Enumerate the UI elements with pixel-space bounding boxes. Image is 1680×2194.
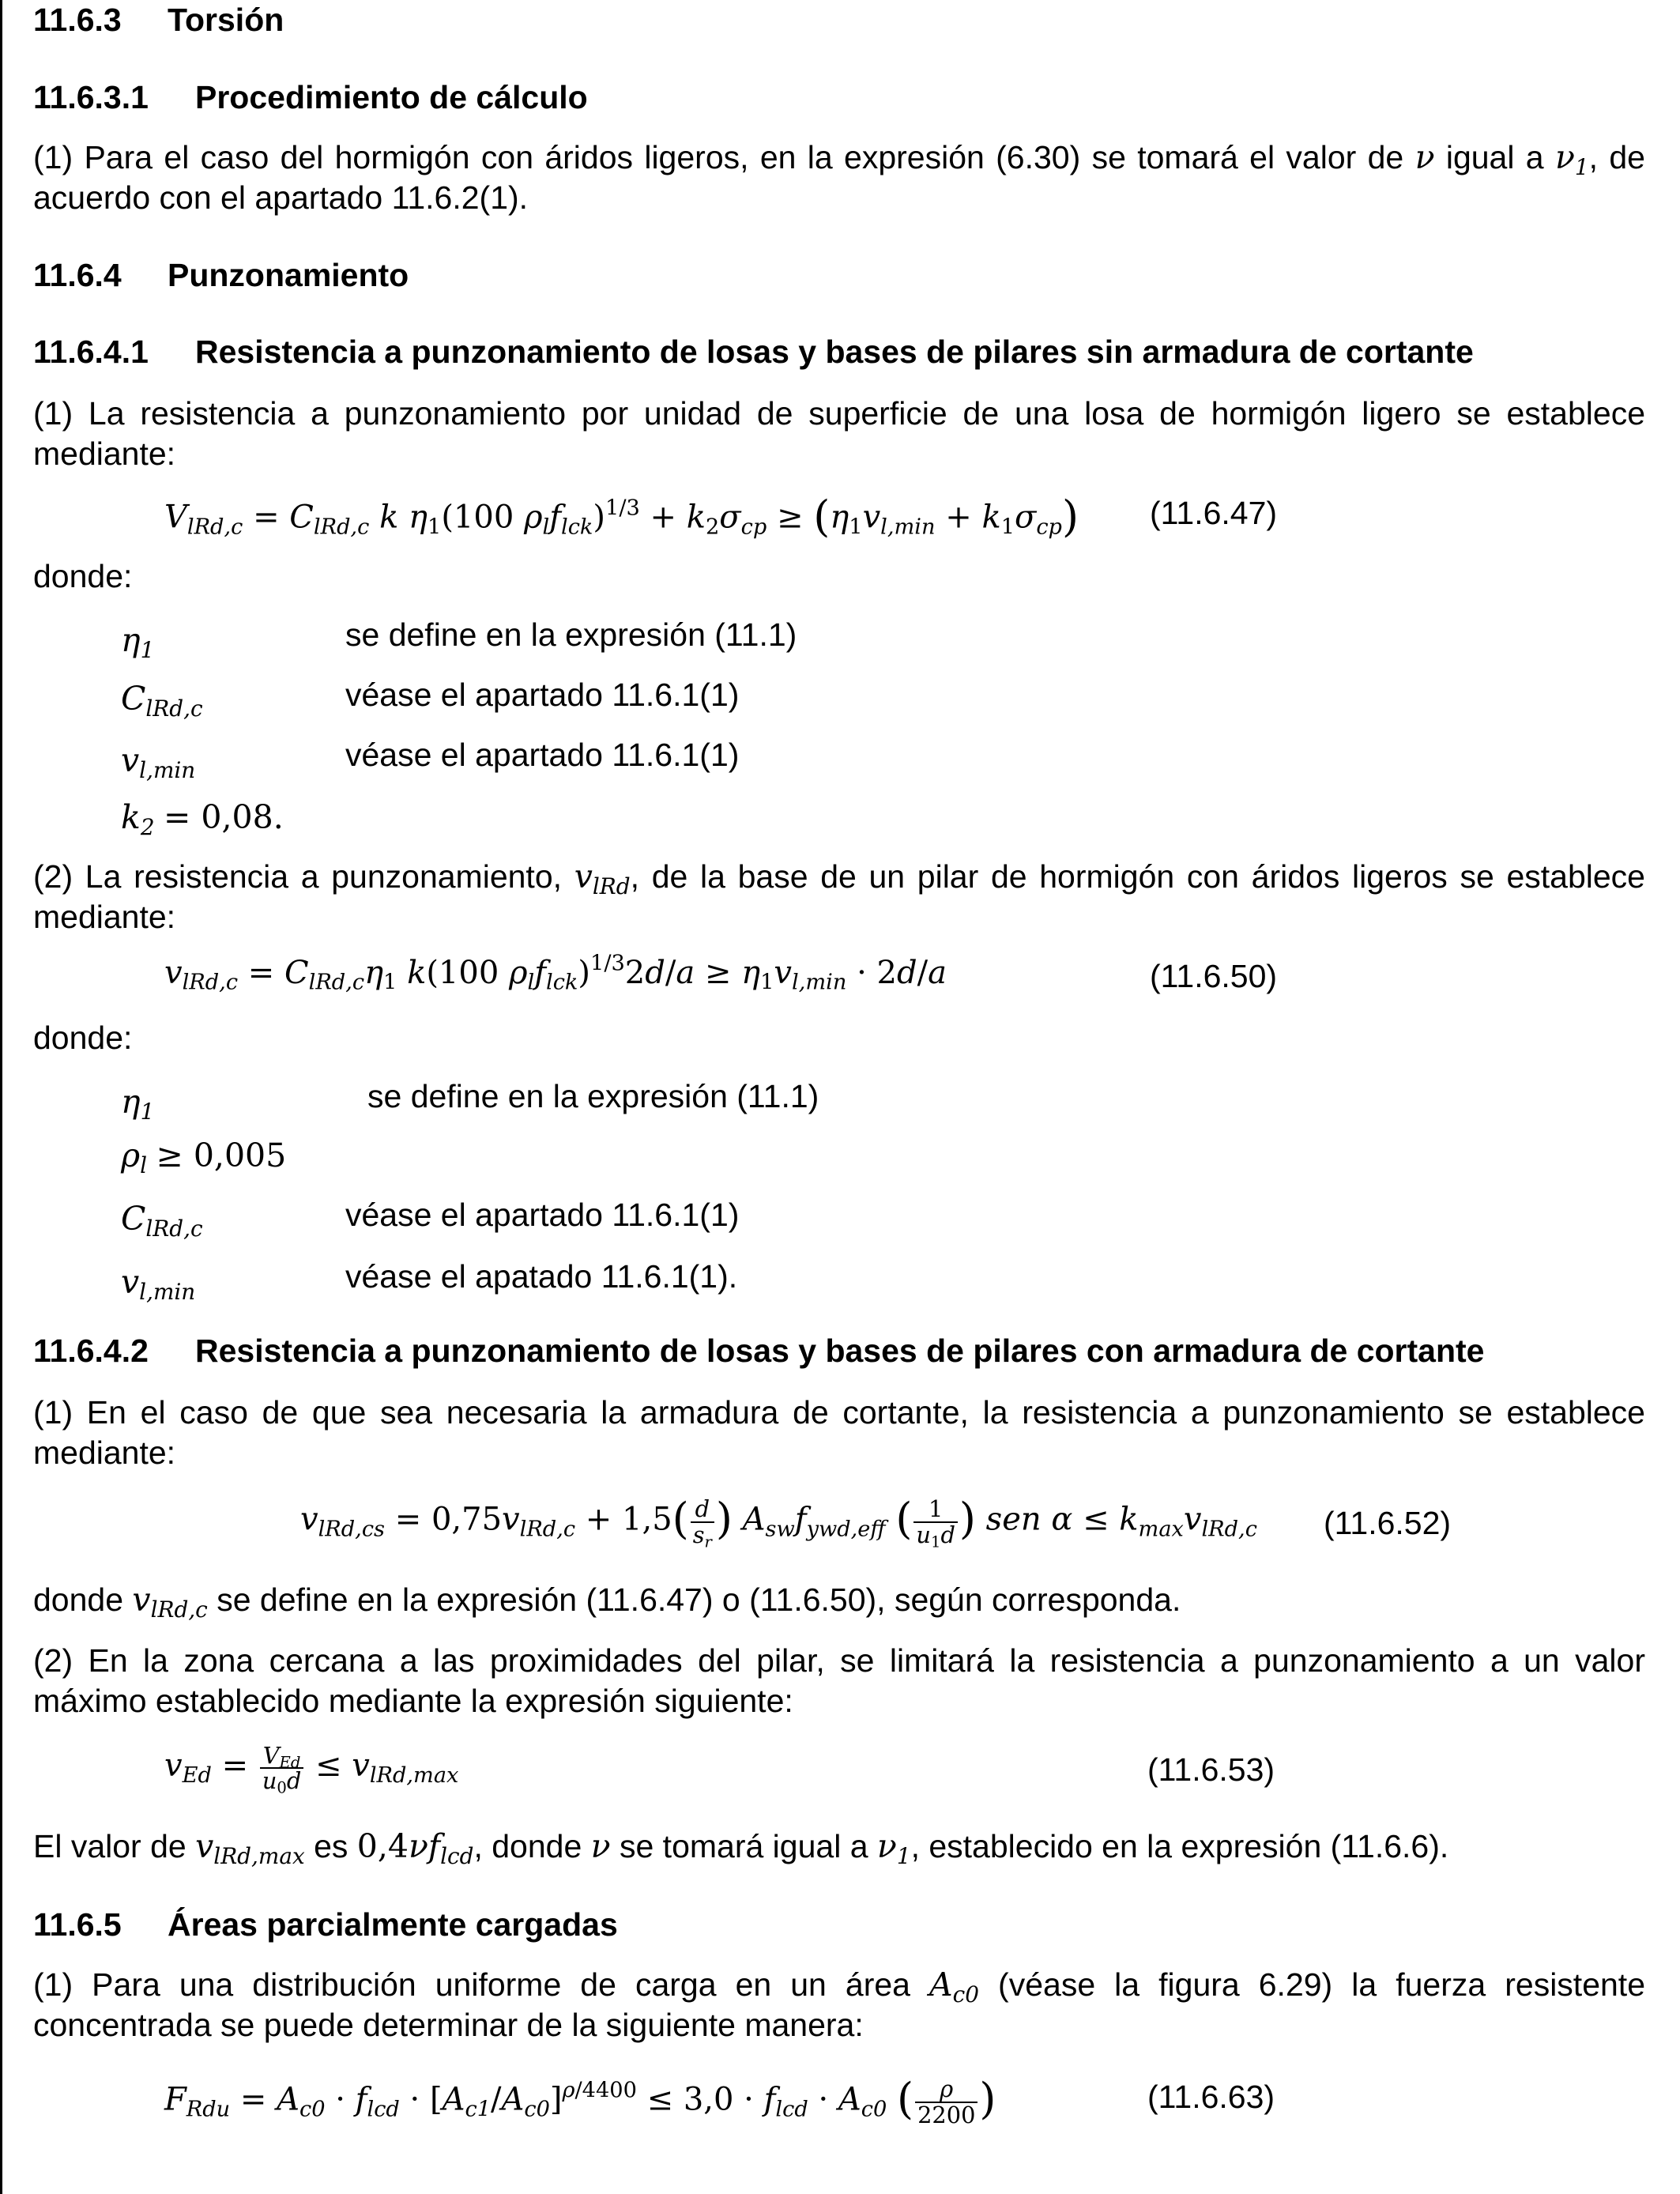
symbol-vlmin: $v_{l,min}$	[121, 741, 196, 783]
heading-11-6-4-2	[33, 1333, 1484, 1370]
heading-title: Resistencia a punzonamiento de losas y bases de pilares con armadura de cortante	[195, 1333, 1485, 1369]
definition-ClRdc: véase el apartado 11.6.1(1)	[345, 677, 740, 713]
heading-number: 11.6.3	[33, 2, 122, 38]
equation-11-6-53: $v_{Ed}$ = $\frac{V_{Ed}}{u_0d}$ ≤ $v_{lRd,max}$	[164, 1742, 459, 1797]
equation-11-6-52: $v_{lRd,cs} = 0,75v_{lRd,c} + 1,5$( $\frac{d}{s_r}$ ) $A_{sw}f_{ywd,eff}$ ( $\frac{1}{u_1d}$ ) sen $\alpha \le k_{max}v_{lRd,c}$	[300, 1494, 1257, 1551]
heading-title: Torsión	[168, 2, 284, 38]
symbol-k2: $k_2 = 0,08$.	[121, 798, 284, 840]
symbol-eta1: $\eta_1$	[121, 1083, 155, 1125]
equation-number: (11.6.47)	[1150, 495, 1278, 531]
heading-title: Punzonamiento	[168, 257, 409, 293]
definition-vlmin: véase el apatado 11.6.1(1).	[345, 1258, 738, 1295]
heading-11-6-4	[33, 257, 409, 294]
donde-label: donde:	[33, 558, 133, 594]
heading-11-6-5	[33, 1906, 618, 1943]
heading-number: 11.6.4	[33, 257, 122, 293]
paragraph-shear-reinforcement: (1) En el caso de que sea necesaria la armadura de cortante, la resistencia a punzonamiento se establece mediante:	[33, 1394, 1645, 1471]
symbol-rhol: $\rho_l \ge 0,005$	[121, 1137, 287, 1178]
heading-11-6-4-1	[33, 334, 1474, 371]
heading-number: 11.6.4.2	[33, 1333, 149, 1369]
heading-number: 11.6.5	[33, 1906, 122, 1943]
definition-vlmin: véase el apartado 11.6.1(1)	[345, 737, 740, 773]
equation-11-6-50: $v_{lRd,c} = C_{lRd,c}\eta_1$ k(100 $\rho_lf_{lck})^{1/3}2d/a \ge \eta_1v_{l,min} \cdot 2d/a$	[164, 951, 947, 995]
heading-number: 11.6.3.1	[33, 79, 149, 115]
heading-11-6-3-1	[33, 79, 588, 116]
paragraph-punching-2: (2) La resistencia a punzonamiento, $v_{lRd}$, de la base de un pilar de hormigón con áridos ligeros se establece mediante:	[33, 858, 1645, 935]
paragraph-vlrdmax: El valor de $v_{lRd,max}$ es $0,4\nu f_{lcd}$, donde ν se tomará igual a $\nu_1$, establecido en la expresión (11.6.6).	[33, 1827, 1449, 1869]
equation-11-6-47: $V_{lRd,c} = C_{lRd,c}$ k $\eta_1(100$ $\rho_lf_{lck})^{1/3} + k_2\sigma_{cp} \ge (\eta_1v_{l,min} + k_1\sigma_{cp})$	[164, 492, 1079, 541]
symbol-eta1: $\eta_1$	[121, 621, 155, 663]
definition-ClRdc: véase el apartado 11.6.1(1)	[345, 1197, 740, 1233]
heading-11-6-3	[33, 2, 284, 39]
equation-number: (11.6.53)	[1147, 1751, 1275, 1788]
equation-11-6-63: $F_{Rdu} = A_{c0} \cdot f_{lcd} \cdot [A_{c1}/A_{c0}]^{\rho/4400} \le 3,0 \cdot f_{lcd} \cdot A_{c0}$ ( $\frac{\rho}{2200}$ )	[164, 2074, 996, 2128]
paragraph-torsion: (1) Para el caso del hormigón con áridos ligeros, en la expresión (6.30) se tomará el valor de ν igual a $\nu_1$, de acuerdo con el apartado 11.6.2(1).	[33, 138, 1645, 216]
heading-number: 11.6.4.1	[33, 334, 149, 370]
definition-eta1: se define en la expresión (11.1)	[367, 1078, 819, 1114]
definition-eta1: se define en la expresión (11.1)	[345, 616, 797, 653]
equation-number: (11.6.52)	[1324, 1505, 1452, 1541]
left-margin-rule	[0, 0, 2, 2194]
symbol-ClRdc: $C_{lRd,c}$	[121, 1200, 203, 1242]
heading-title: Resistencia a punzonamiento de losas y bases de pilares sin armadura de cortante	[195, 334, 1474, 370]
paragraph-partially-loaded: (1) Para una distribución uniforme de carga en un área $A_{c0}$ (véase la figura 6.29) la fuerza resistente concentrada se puede determinar de la siguiente manera:	[33, 1966, 1645, 2043]
symbol-vlmin: $v_{l,min}$	[121, 1263, 196, 1305]
paragraph-max-resistance: (2) En la zona cercana a las proximidades del pilar, se limitará la resistencia a punzonamiento a un valor máximo establecido mediante la expresión siguiente:	[33, 1642, 1645, 1719]
paragraph-donde-vlrdc: donde $v_{lRd,c}$ se define en la expresión (11.6.47) o (11.6.50), según corresponda.	[33, 1581, 1181, 1623]
equation-number: (11.6.50)	[1150, 958, 1278, 994]
heading-title: Áreas parcialmente cargadas	[168, 1906, 618, 1943]
symbol-ClRdc: $C_{lRd,c}$	[121, 680, 203, 722]
donde-label: donde:	[33, 1020, 133, 1056]
paragraph-punching-1: (1) La resistencia a punzonamiento por unidad de superficie de una losa de hormigón ligero se establece mediante:	[33, 395, 1645, 472]
heading-title: Procedimiento de cálculo	[195, 79, 588, 115]
equation-number: (11.6.63)	[1147, 2079, 1275, 2115]
